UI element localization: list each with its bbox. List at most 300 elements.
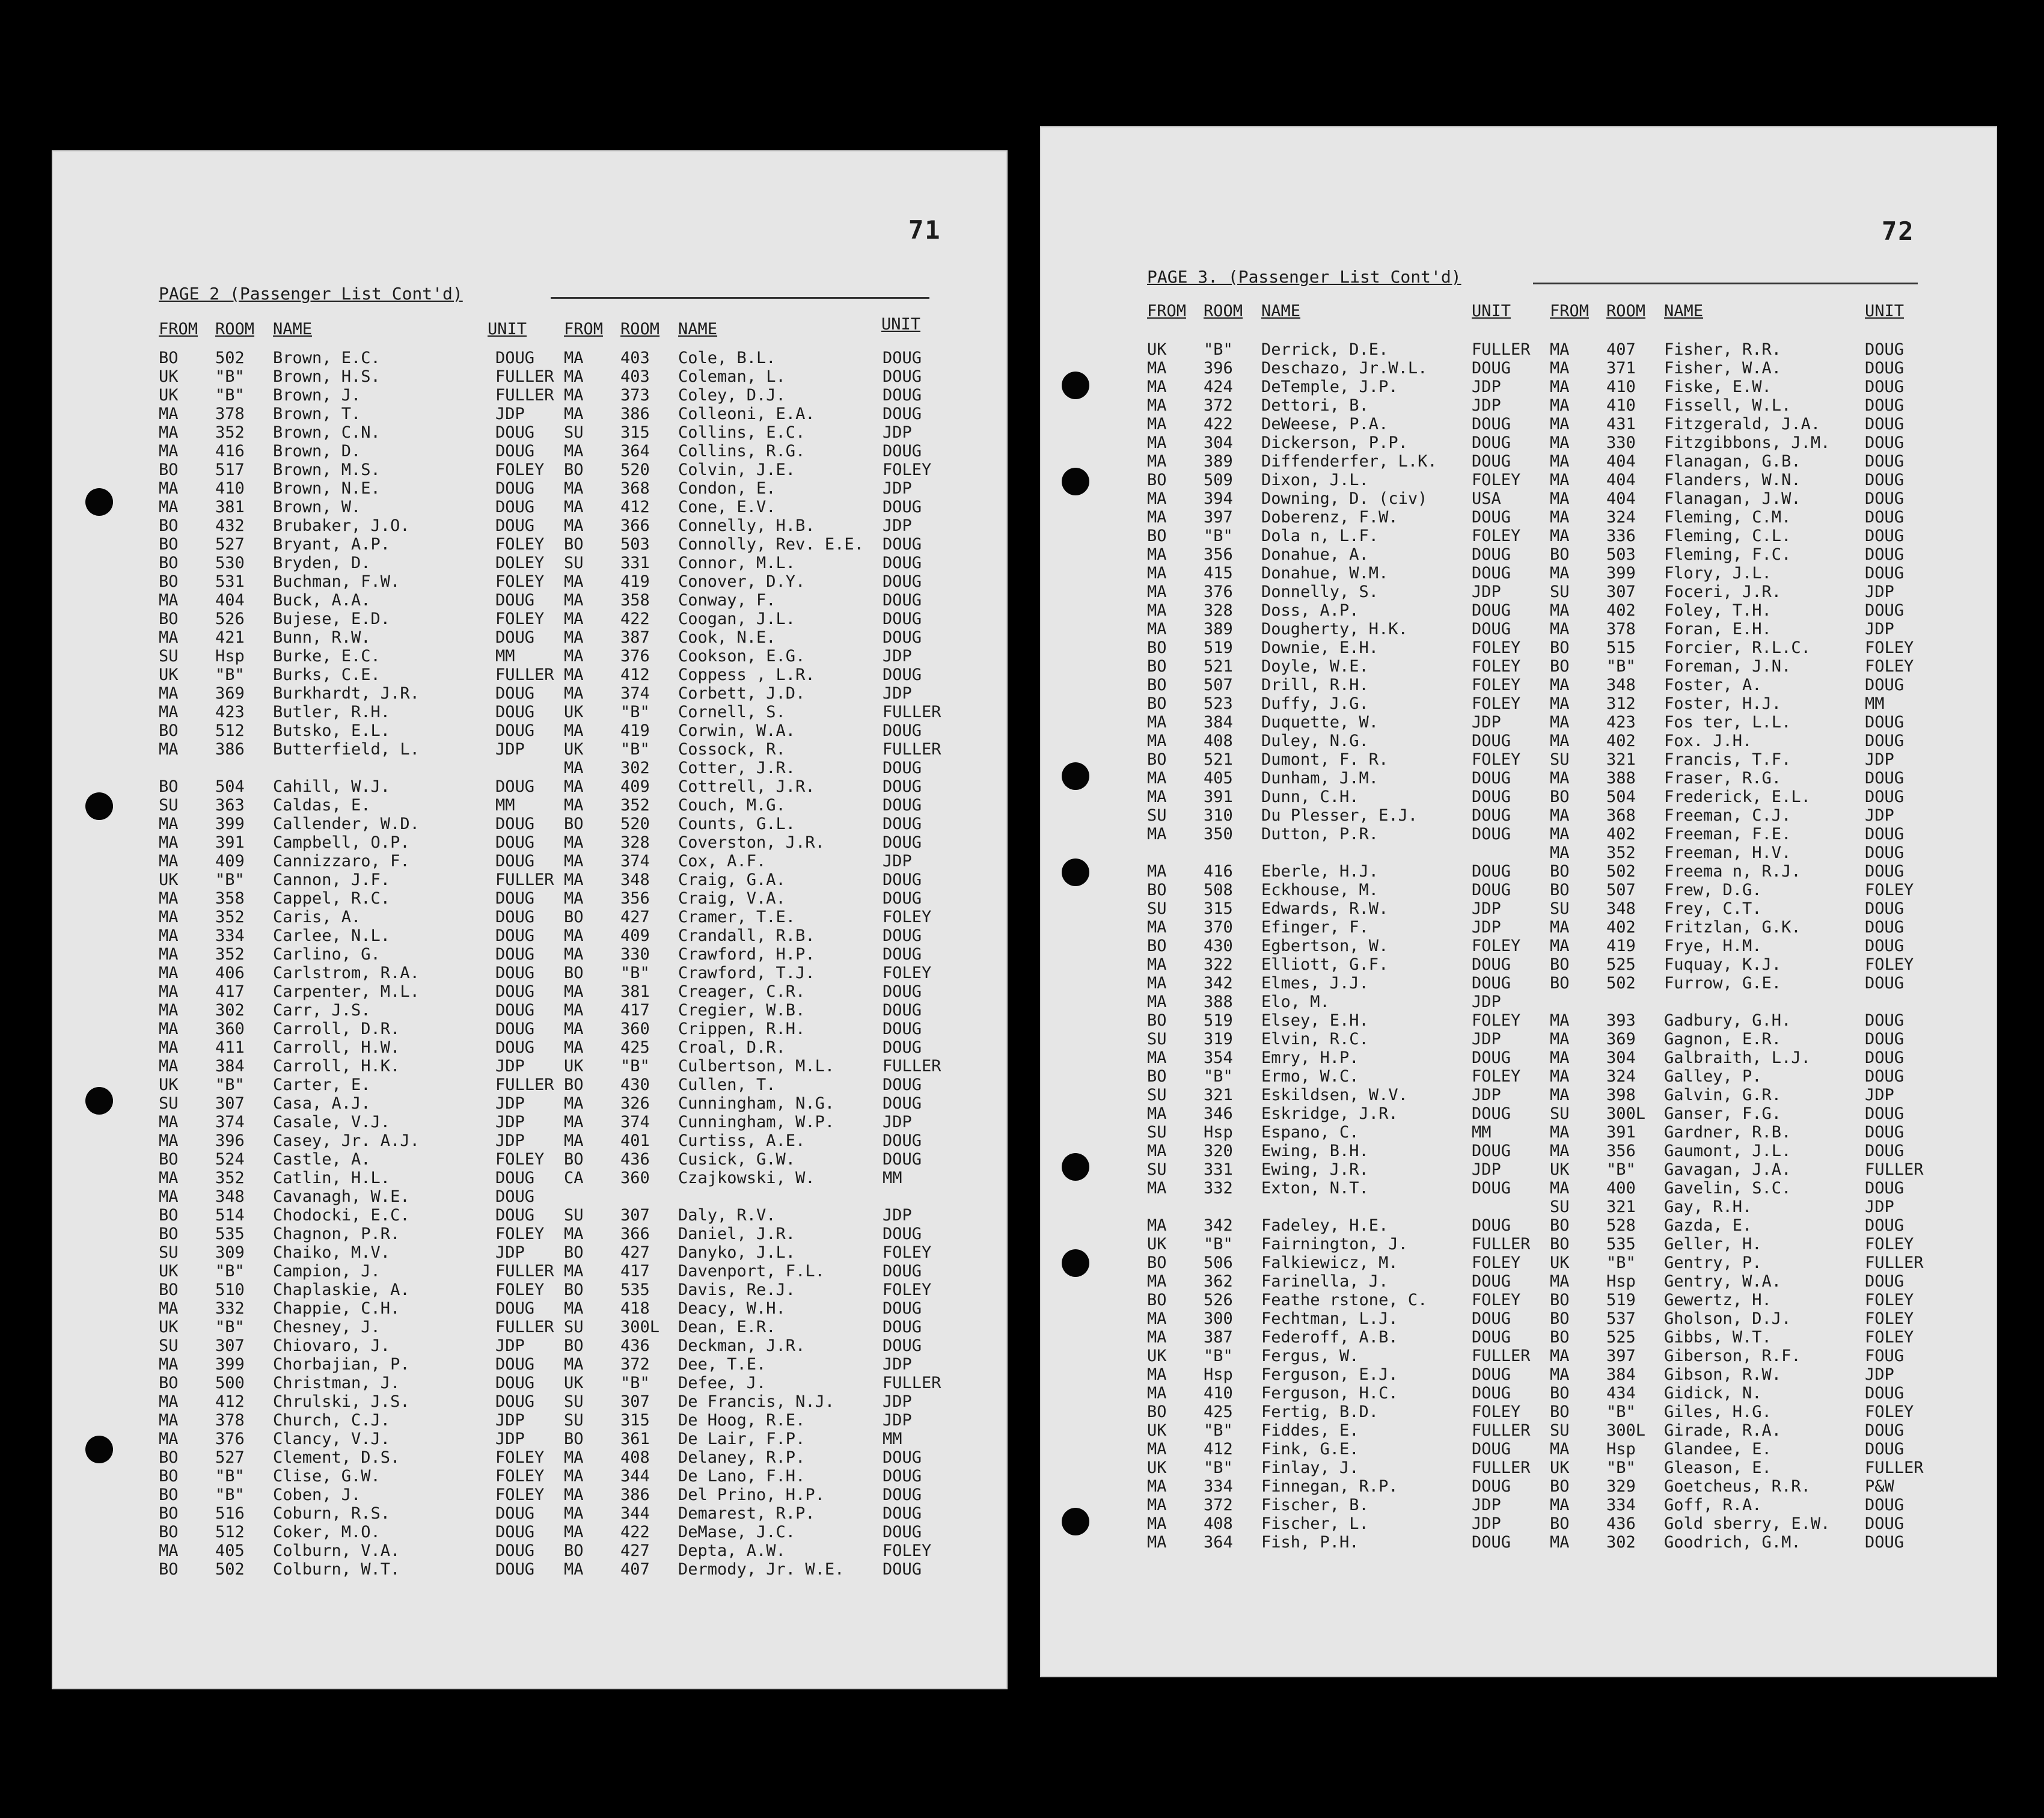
cell-from-2: SU bbox=[564, 554, 584, 572]
cell-unit: JDP bbox=[1472, 1496, 1501, 1514]
cell-room-2: 404 bbox=[1606, 471, 1636, 489]
cell-name-2: Gholson, D.J. bbox=[1664, 1309, 1792, 1328]
cell-room-2: "B" bbox=[620, 1374, 650, 1392]
cell-room: 508 bbox=[1204, 881, 1233, 899]
cell-unit-2: JDP bbox=[883, 1355, 912, 1374]
cell-room: Hsp bbox=[1204, 1365, 1233, 1384]
cell-from: BO bbox=[1147, 1011, 1167, 1030]
cell-unit-2: DOUG bbox=[883, 1020, 922, 1038]
cell-unit-2: DOUG bbox=[883, 833, 922, 852]
cell-name-2: Cregier, W.B. bbox=[678, 1001, 806, 1020]
cell-unit: FOLEY bbox=[1472, 1253, 1521, 1272]
cell-room: "B" bbox=[215, 386, 245, 405]
cell-from: MA bbox=[159, 628, 179, 647]
cell-room: 387 bbox=[1204, 1328, 1233, 1347]
cell-unit-2: FOLEY bbox=[883, 964, 932, 982]
cell-name-2: Couch, M.G. bbox=[678, 796, 786, 815]
cell-from: UK bbox=[159, 666, 179, 684]
cell-room: 376 bbox=[1204, 583, 1233, 601]
cell-from: MA bbox=[1147, 1309, 1167, 1328]
cell-unit: DOUG bbox=[1472, 1365, 1511, 1384]
cell-unit-2: FOLEY bbox=[883, 1281, 932, 1299]
cell-name-2: Frew, D.G. bbox=[1664, 881, 1762, 899]
cell-from: MA bbox=[159, 815, 179, 833]
cell-from-2: BO bbox=[1550, 1235, 1570, 1253]
cell-from: MA bbox=[1147, 1384, 1167, 1403]
cell-room-2: "B" bbox=[1606, 1403, 1636, 1421]
cell-room: Hsp bbox=[1204, 1123, 1233, 1142]
cell-room-2: 334 bbox=[1606, 1496, 1636, 1514]
cell-unit: FOLEY bbox=[495, 1150, 545, 1169]
cell-unit: DOUG bbox=[1472, 1440, 1511, 1458]
cell-from: BO bbox=[1147, 937, 1167, 955]
cell-from-2: MA bbox=[1550, 601, 1570, 620]
cell-room: 370 bbox=[1204, 918, 1233, 937]
cell-unit-2: DOUG bbox=[1865, 843, 1905, 862]
cell-name: Elvin, R.C. bbox=[1261, 1030, 1369, 1048]
cell-name: Carroll, H.W. bbox=[273, 1038, 400, 1057]
cell-from: MA bbox=[1147, 1514, 1167, 1533]
cell-room-2: 436 bbox=[620, 1336, 650, 1355]
cell-room: 410 bbox=[1204, 1384, 1233, 1403]
cell-name-2: Gentry, W.A. bbox=[1664, 1272, 1782, 1291]
cell-from-2: BO bbox=[1550, 788, 1570, 806]
cell-room-2: 430 bbox=[620, 1076, 650, 1094]
cell-from-2: BO bbox=[564, 1541, 584, 1560]
cell-name: Cappel, R.C. bbox=[273, 889, 391, 908]
cell-room-2: 352 bbox=[620, 796, 650, 815]
cell-name-2: Gibson, R.W. bbox=[1664, 1365, 1782, 1384]
cell-unit-2: JDP bbox=[883, 1411, 912, 1430]
cell-name: Fiddes, E. bbox=[1261, 1421, 1359, 1440]
cell-name: Derrick, D.E. bbox=[1261, 340, 1389, 359]
cell-from: SU bbox=[159, 796, 179, 815]
cell-from: BO bbox=[1147, 881, 1167, 899]
cell-room: 388 bbox=[1204, 993, 1233, 1011]
cell-unit-2: DOUG bbox=[1865, 340, 1905, 359]
cell-name: Brown, M.S. bbox=[273, 461, 381, 479]
cell-from: MA bbox=[1147, 732, 1167, 750]
cell-name-2: Foreman, J.N. bbox=[1664, 657, 1792, 676]
cell-from-2: MA bbox=[564, 684, 584, 703]
cell-room: "B" bbox=[1204, 1347, 1233, 1365]
cell-unit: FOLEY bbox=[495, 1281, 545, 1299]
cell-from-2: MA bbox=[564, 386, 584, 405]
cell-from: BO bbox=[159, 1486, 179, 1504]
cell-unit: DOUG bbox=[495, 498, 535, 516]
cell-room-2: 369 bbox=[1606, 1030, 1636, 1048]
cell-from: MA bbox=[159, 423, 179, 442]
cell-unit: FOLEY bbox=[495, 535, 545, 554]
cell-room: 409 bbox=[215, 852, 245, 871]
cell-name: Downie, E.H. bbox=[1261, 638, 1379, 657]
cell-room: 391 bbox=[215, 833, 245, 852]
cell-from: SU bbox=[1147, 1123, 1167, 1142]
cell-from-2: MA bbox=[564, 498, 584, 516]
cell-from-2: SU bbox=[564, 1392, 584, 1411]
cell-unit-2: DOUG bbox=[883, 759, 922, 777]
cell-unit-2: JDP bbox=[883, 852, 912, 871]
cell-unit-2: DOUG bbox=[883, 871, 922, 889]
cell-unit: DOUG bbox=[495, 1355, 535, 1374]
cell-name-2: Fos ter, L.L. bbox=[1664, 713, 1792, 732]
cell-from: MA bbox=[159, 1299, 179, 1318]
cell-unit-2: DOUG bbox=[1865, 1272, 1905, 1291]
cell-name: Ewing, J.R. bbox=[1261, 1160, 1369, 1179]
cell-room: 378 bbox=[215, 405, 245, 423]
cell-name-2: Fritzlan, G.K. bbox=[1664, 918, 1801, 937]
cell-from: BO bbox=[159, 516, 179, 535]
cell-name: Elsey, E.H. bbox=[1261, 1011, 1369, 1030]
cell-name-2: Freeman, F.E. bbox=[1664, 825, 1792, 843]
cell-unit-2: DOUG bbox=[883, 926, 922, 945]
cell-name: Brown, J. bbox=[273, 386, 361, 405]
cell-from: MA bbox=[1147, 620, 1167, 638]
cell-room-2: 425 bbox=[620, 1038, 650, 1057]
cell-name-2: Fuquay, K.J. bbox=[1664, 955, 1782, 974]
cell-room: 527 bbox=[215, 535, 245, 554]
cell-unit: DOUG bbox=[1472, 1179, 1511, 1198]
cell-unit: DOUG bbox=[495, 479, 535, 498]
cell-room-2: "B" bbox=[620, 1057, 650, 1076]
cell-unit: FOLEY bbox=[495, 1486, 545, 1504]
cell-unit: JDP bbox=[1472, 378, 1501, 396]
cell-room-2: 384 bbox=[1606, 1365, 1636, 1384]
cell-room-2: 402 bbox=[1606, 601, 1636, 620]
cell-unit: FULLER bbox=[1472, 1347, 1531, 1365]
cell-room: 516 bbox=[215, 1504, 245, 1523]
cell-name: Caris, A. bbox=[273, 908, 361, 926]
cell-unit-2: DOUG bbox=[1865, 433, 1905, 452]
cell-from-2: MA bbox=[564, 628, 584, 647]
cell-room-2: 418 bbox=[620, 1299, 650, 1318]
cell-from: MA bbox=[1147, 993, 1167, 1011]
cell-unit-2: DOUG bbox=[883, 1131, 922, 1150]
cell-room-2: 344 bbox=[620, 1504, 650, 1523]
cell-unit-2: DOUG bbox=[1865, 1123, 1905, 1142]
cell-room-2: 402 bbox=[1606, 732, 1636, 750]
cell-room-2: 324 bbox=[1606, 1067, 1636, 1086]
cell-unit-2: DOUG bbox=[883, 1001, 922, 1020]
cell-unit-2: JDP bbox=[883, 647, 912, 666]
cell-name: Duquette, W. bbox=[1261, 713, 1379, 732]
cell-from-2: MA bbox=[564, 1504, 584, 1523]
cell-from-2: UK bbox=[564, 703, 584, 721]
cell-name-2: Gavelin, S.C. bbox=[1664, 1179, 1792, 1198]
cell-room: 524 bbox=[215, 1150, 245, 1169]
cell-unit: DOUG bbox=[1472, 769, 1511, 788]
cell-unit-2: JDP bbox=[883, 1113, 912, 1131]
cell-unit-2: DOUG bbox=[883, 666, 922, 684]
cell-name-2: Giles, H.G. bbox=[1664, 1403, 1772, 1421]
cell-unit: MM bbox=[1472, 1123, 1492, 1142]
cell-unit: FOLEY bbox=[1472, 527, 1521, 545]
cell-from-2: BO bbox=[564, 964, 584, 982]
cell-from: BO bbox=[159, 1374, 179, 1392]
cell-room-2: 419 bbox=[620, 572, 650, 591]
cell-from: UK bbox=[159, 1318, 179, 1336]
cell-name: Doyle, W.E. bbox=[1261, 657, 1369, 676]
cell-unit-2: DOUG bbox=[1865, 564, 1905, 583]
cell-name-2: Gagnon, E.R. bbox=[1664, 1030, 1782, 1048]
cell-from-2: MA bbox=[564, 479, 584, 498]
cell-from: MA bbox=[1147, 1104, 1167, 1123]
cell-room-2: 423 bbox=[1606, 713, 1636, 732]
cell-room-2: Hsp bbox=[1606, 1272, 1636, 1291]
cell-unit: JDP bbox=[495, 1057, 525, 1076]
cell-room-2: 371 bbox=[1606, 359, 1636, 378]
cell-unit: DOUG bbox=[1472, 862, 1511, 881]
cell-name: Chaiko, M.V. bbox=[273, 1243, 391, 1262]
cell-room: 531 bbox=[215, 572, 245, 591]
cell-from-2: BO bbox=[1550, 1328, 1570, 1347]
cell-room-2: "B" bbox=[620, 964, 650, 982]
cell-unit: DOUG bbox=[495, 1206, 535, 1225]
cell-unit-2: FULLER bbox=[1865, 1160, 1924, 1179]
cell-from-2: SU bbox=[1550, 750, 1570, 769]
cell-room-2: 417 bbox=[620, 1262, 650, 1281]
cell-name: Bryden, D. bbox=[273, 554, 371, 572]
cell-name-2: Flanders, W.N. bbox=[1664, 471, 1801, 489]
cell-name: Duffy, J.G. bbox=[1261, 694, 1369, 713]
cell-room-2: 307 bbox=[1606, 583, 1636, 601]
cell-from: BO bbox=[159, 535, 179, 554]
cell-room: 394 bbox=[1204, 489, 1233, 508]
cell-unit: JDP bbox=[495, 1094, 525, 1113]
cell-unit: JDP bbox=[495, 1430, 525, 1448]
cell-room-2: 535 bbox=[1606, 1235, 1636, 1253]
cell-from: SU bbox=[159, 1243, 179, 1262]
cell-from-2: MA bbox=[564, 833, 584, 852]
cell-name: DeWeese, P.A. bbox=[1261, 415, 1389, 433]
cell-unit: DOUG bbox=[1472, 806, 1511, 825]
cell-name: Doss, A.P. bbox=[1261, 601, 1359, 620]
cell-name: Doberenz, F.W. bbox=[1261, 508, 1398, 527]
cell-name-2: Daly, R.V. bbox=[678, 1206, 776, 1225]
cell-from-2: MA bbox=[1550, 396, 1570, 415]
cell-room: 309 bbox=[215, 1243, 245, 1262]
cell-unit: JDP bbox=[1472, 918, 1501, 937]
cell-unit: FOLEY bbox=[495, 610, 545, 628]
cell-unit: DOUG bbox=[495, 1374, 535, 1392]
cell-from: MA bbox=[159, 982, 179, 1001]
cell-unit-2: FULLER bbox=[883, 1057, 941, 1076]
cell-unit-2: JDP bbox=[883, 479, 912, 498]
cell-from: MA bbox=[1147, 545, 1167, 564]
cell-room-2: 366 bbox=[620, 1225, 650, 1243]
cell-unit: DOUG bbox=[1472, 974, 1511, 993]
cell-unit: DOUG bbox=[495, 852, 535, 871]
cell-from-2: MA bbox=[1550, 1347, 1570, 1365]
cell-unit-2: DOUG bbox=[1865, 508, 1905, 527]
cell-unit: FULLER bbox=[1472, 1235, 1531, 1253]
cell-unit-2: DOUG bbox=[1865, 1514, 1905, 1533]
cell-from: MA bbox=[159, 1001, 179, 1020]
cell-unit-2: DOUG bbox=[1865, 1104, 1905, 1123]
cell-room: 512 bbox=[215, 1523, 245, 1541]
cell-from: MA bbox=[159, 926, 179, 945]
cell-from: MA bbox=[1147, 769, 1167, 788]
cell-room-2: 374 bbox=[620, 684, 650, 703]
cell-room-2: 388 bbox=[1606, 769, 1636, 788]
cell-name-2: Cunningham, W.P. bbox=[678, 1113, 835, 1131]
cell-unit: FULLER bbox=[1472, 340, 1531, 359]
cell-name: Downing, D. (civ) bbox=[1261, 489, 1428, 508]
cell-room-2: 330 bbox=[1606, 433, 1636, 452]
cell-from-2: BO bbox=[1550, 1477, 1570, 1496]
header-name: NAME bbox=[1261, 302, 1301, 320]
cell-room: 348 bbox=[215, 1187, 245, 1206]
cell-unit: DOUG bbox=[495, 703, 535, 721]
cell-from: UK bbox=[159, 1262, 179, 1281]
cell-unit-2: DOUG bbox=[1865, 601, 1905, 620]
cell-name: Burkhardt, J.R. bbox=[273, 684, 420, 703]
cell-room: 396 bbox=[1204, 359, 1233, 378]
header-room: ROOM bbox=[215, 320, 255, 338]
cell-name-2: Gadbury, G.H. bbox=[1664, 1011, 1792, 1030]
cell-unit-2: DOUG bbox=[1865, 769, 1905, 788]
cell-room: 384 bbox=[215, 1057, 245, 1076]
cell-name-2: Fleming, F.C. bbox=[1664, 545, 1792, 564]
cell-name-2: Cook, N.E. bbox=[678, 628, 776, 647]
cell-unit: USA bbox=[1472, 489, 1501, 508]
cell-name: Elmes, J.J. bbox=[1261, 974, 1369, 993]
cell-room: 346 bbox=[1204, 1104, 1233, 1123]
cell-unit: JDP bbox=[1472, 1514, 1501, 1533]
cell-name-2: Coogan, J.L. bbox=[678, 610, 796, 628]
cell-unit: JDP bbox=[495, 1113, 525, 1131]
cell-room: 535 bbox=[215, 1225, 245, 1243]
cell-from: SU bbox=[1147, 1086, 1167, 1104]
cell-room-2: "B" bbox=[1606, 1458, 1636, 1477]
cell-name: Eskridge, J.R. bbox=[1261, 1104, 1398, 1123]
cell-room: 342 bbox=[1204, 1216, 1233, 1235]
cell-unit: DOUG bbox=[495, 1169, 535, 1187]
cell-name-2: Galvin, G.R. bbox=[1664, 1086, 1782, 1104]
cell-unit-2: DOUG bbox=[1865, 974, 1905, 993]
binder-hole bbox=[85, 488, 113, 516]
cell-unit-2: JDP bbox=[1865, 806, 1894, 825]
page-number: 72 bbox=[1882, 216, 1915, 246]
cell-room-2: 417 bbox=[620, 1001, 650, 1020]
cell-from: SU bbox=[1147, 1030, 1167, 1048]
document-page-left bbox=[52, 150, 1008, 1689]
cell-name: Fechtman, L.J. bbox=[1261, 1309, 1398, 1328]
cell-room-2: 300L bbox=[1606, 1104, 1646, 1123]
cell-room-2: 422 bbox=[620, 1523, 650, 1541]
cell-from-2: MA bbox=[564, 1038, 584, 1057]
cell-from-2: MA bbox=[1550, 1533, 1570, 1552]
cell-unit: FOLEY bbox=[1472, 471, 1521, 489]
cell-from-2: MA bbox=[564, 796, 584, 815]
cell-room: 506 bbox=[1204, 1253, 1233, 1272]
cell-unit-2: DOUG bbox=[1865, 937, 1905, 955]
cell-from: BO bbox=[159, 1523, 179, 1541]
cell-from-2: SU bbox=[1550, 899, 1570, 918]
cell-from-2: MA bbox=[1550, 1123, 1570, 1142]
cell-room: "B" bbox=[1204, 1421, 1233, 1440]
cell-from-2: MA bbox=[1550, 433, 1570, 452]
cell-from-2: MA bbox=[1550, 1365, 1570, 1384]
cell-from: MA bbox=[159, 1020, 179, 1038]
cell-from-2: MA bbox=[1550, 918, 1570, 937]
cell-name-2: Flanagan, G.B. bbox=[1664, 452, 1801, 471]
cell-from: MA bbox=[159, 1113, 179, 1131]
cell-from: MA bbox=[159, 1411, 179, 1430]
cell-room: 334 bbox=[1204, 1477, 1233, 1496]
cell-unit: DOUG bbox=[495, 1560, 535, 1579]
cell-unit: FULLER bbox=[495, 386, 554, 405]
page-title: PAGE 2 (Passenger List Cont'd) bbox=[159, 284, 463, 304]
cell-name: Coker, M.O. bbox=[273, 1523, 381, 1541]
cell-from-2: MA bbox=[564, 367, 584, 386]
cell-name: Castle, A. bbox=[273, 1150, 371, 1169]
cell-unit: DOUG bbox=[1472, 508, 1511, 527]
cell-name: Donahue, W.M. bbox=[1261, 564, 1389, 583]
cell-unit: DOUG bbox=[1472, 564, 1511, 583]
cell-room-2: 434 bbox=[1606, 1384, 1636, 1403]
cell-room: 412 bbox=[215, 1392, 245, 1411]
cell-name: Chrulski, J.S. bbox=[273, 1392, 410, 1411]
cell-from-2: MA bbox=[564, 610, 584, 628]
cell-from: MA bbox=[1147, 452, 1167, 471]
cell-name-2: Cornell, S. bbox=[678, 703, 786, 721]
cell-unit: DOUG bbox=[495, 1020, 535, 1038]
cell-name: Carroll, D.R. bbox=[273, 1020, 400, 1038]
cell-from: MA bbox=[1147, 1477, 1167, 1496]
cell-name-2: Ganser, F.G. bbox=[1664, 1104, 1782, 1123]
cell-room: 356 bbox=[1204, 545, 1233, 564]
cell-room: 526 bbox=[1204, 1291, 1233, 1309]
cell-name: Dougherty, H.K. bbox=[1261, 620, 1408, 638]
cell-from: BO bbox=[159, 1225, 179, 1243]
cell-name: Deschazo, Jr.W.L. bbox=[1261, 359, 1428, 378]
cell-from: UK bbox=[159, 871, 179, 889]
cell-name-2: Glandee, E. bbox=[1664, 1440, 1772, 1458]
cell-from-2: MA bbox=[1550, 378, 1570, 396]
cell-from-2: MA bbox=[1550, 1179, 1570, 1198]
cell-from-2: MA bbox=[564, 1225, 584, 1243]
cell-unit-2: DOUG bbox=[883, 1318, 922, 1336]
cell-from-2: BO bbox=[1550, 1403, 1570, 1421]
cell-unit: FOLEY bbox=[495, 1225, 545, 1243]
cell-name-2: Colleoni, E.A. bbox=[678, 405, 815, 423]
cell-from: MA bbox=[159, 833, 179, 852]
cell-unit: FULLER bbox=[495, 871, 554, 889]
cell-unit: JDP bbox=[1472, 583, 1501, 601]
cell-room-2: 504 bbox=[1606, 788, 1636, 806]
header-unit: UNIT bbox=[488, 320, 527, 338]
cell-unit: JDP bbox=[1472, 993, 1501, 1011]
cell-unit: DOUG bbox=[495, 721, 535, 740]
cell-unit: DOUG bbox=[495, 926, 535, 945]
cell-room-2: 502 bbox=[1606, 974, 1636, 993]
cell-room: 512 bbox=[215, 721, 245, 740]
cell-name: Fischer, L. bbox=[1261, 1514, 1369, 1533]
cell-room: "B" bbox=[215, 1467, 245, 1486]
cell-name: Fertig, B.D. bbox=[1261, 1403, 1379, 1421]
cell-unit: DOUG bbox=[495, 945, 535, 964]
cell-from: MA bbox=[1147, 1048, 1167, 1067]
cell-unit-2: DOUG bbox=[1865, 1421, 1905, 1440]
binder-hole bbox=[85, 1087, 113, 1115]
cell-unit-2: FULLER bbox=[1865, 1253, 1924, 1272]
cell-unit-2: DOUG bbox=[883, 815, 922, 833]
cell-name-2: Fox. J.H. bbox=[1664, 732, 1752, 750]
cell-unit-2: DOUG bbox=[883, 1262, 922, 1281]
cell-unit: FOLEY bbox=[1472, 657, 1521, 676]
cell-from: BO bbox=[159, 1281, 179, 1299]
